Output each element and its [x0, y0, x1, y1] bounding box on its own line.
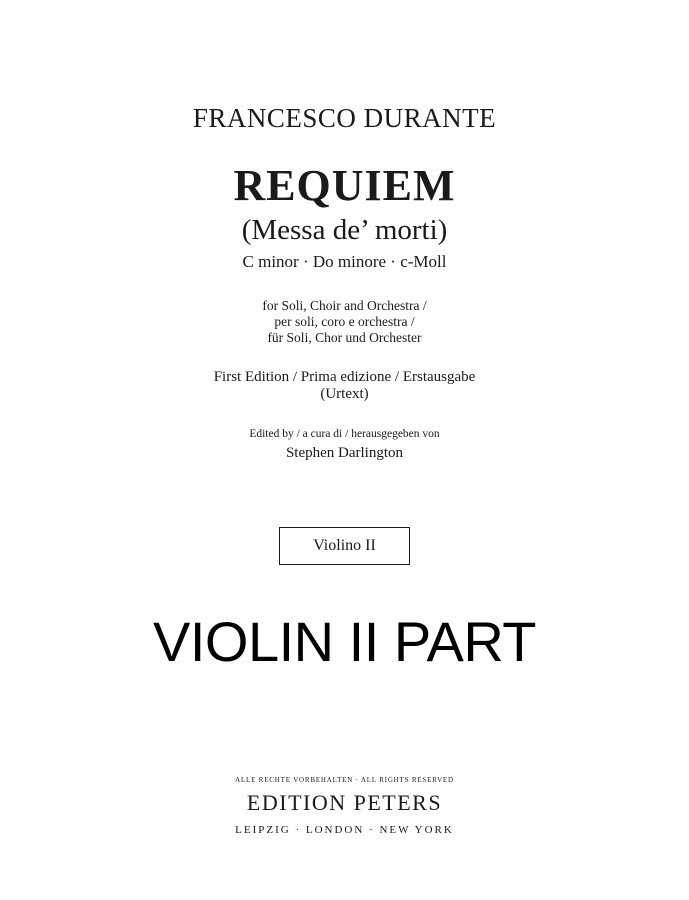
work-subtitle: (Messa de’ morti): [241, 214, 448, 246]
publisher-cities: LEIPZIG · LONDON · NEW YORK: [235, 824, 454, 836]
edition-note: First Edition / Prima edizione / Erstausgabe: [213, 369, 476, 385]
composer-name: FRANCESCO DURANTE: [192, 103, 497, 133]
key-signature: C minor · Do minore · c-Moll: [242, 252, 447, 271]
work-title: REQUIEM: [233, 161, 456, 210]
part-heading: VIOLIN II PART: [152, 610, 537, 673]
editor-name: Stephen Darlington: [285, 445, 404, 461]
publisher-name: EDITION PETERS: [246, 790, 443, 815]
urtext-note: (Urtext): [320, 386, 369, 402]
instrumentation-line: für Soli, Chor und Orchester: [267, 330, 422, 345]
part-label-box: [279, 527, 410, 565]
part-label: Violino II: [313, 537, 376, 554]
edited-by-label: Edited by / a cura di / herausgegeben von: [249, 428, 440, 440]
rights-notice: ALLE RECHTE VORBEHALTEN · ALL RIGHTS RESERVED: [235, 776, 454, 784]
instrumentation-line: per soli, coro e orchestra /: [274, 314, 415, 329]
instrumentation-line: for Soli, Choir and Orchestra /: [262, 298, 427, 313]
